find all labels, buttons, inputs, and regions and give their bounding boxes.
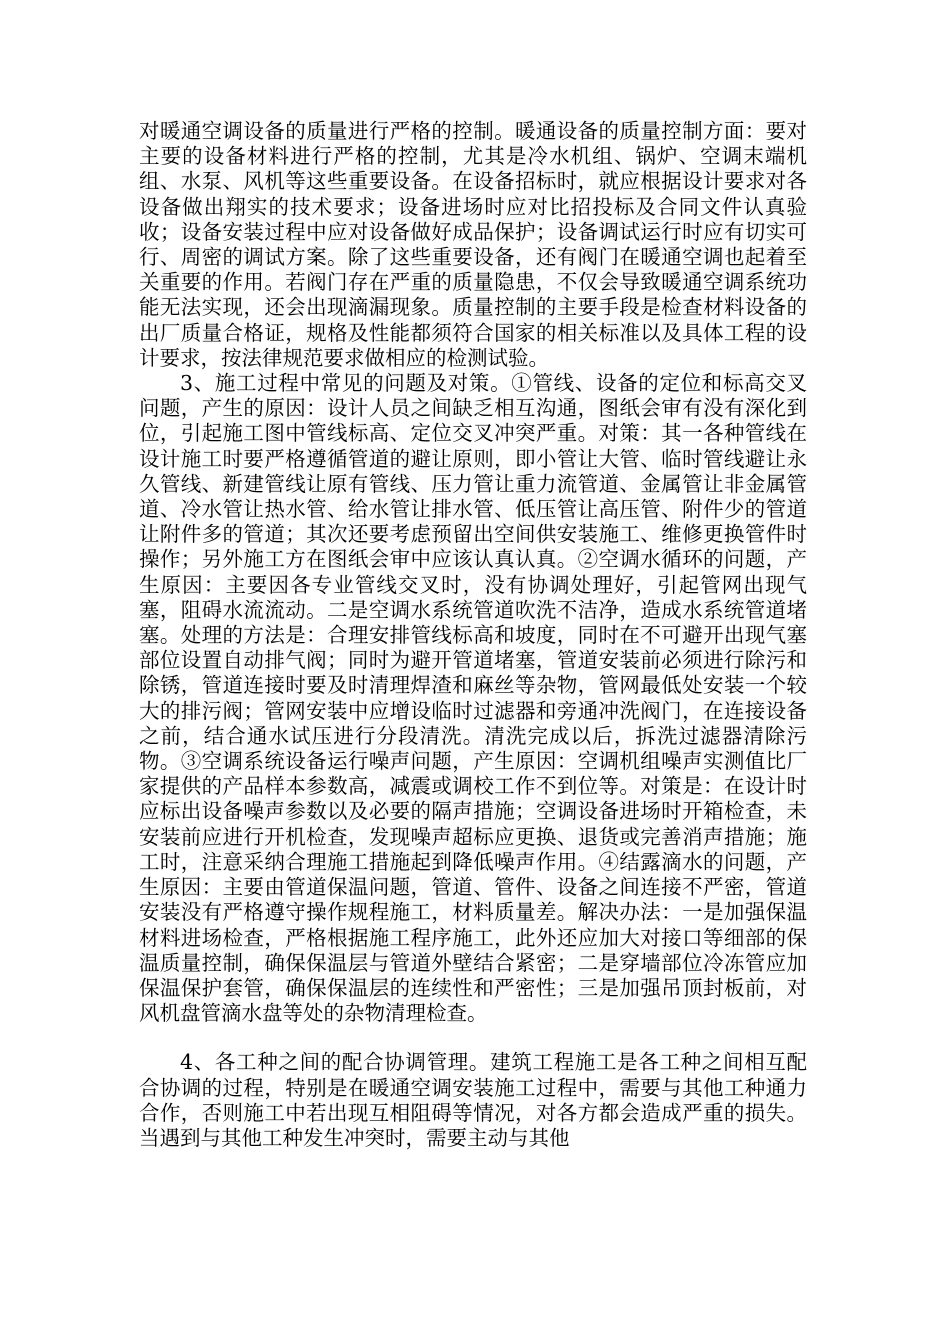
paragraph-equipment-quality: 对暖通空调设备的质量进行严格的控制。暖通设备的质量控制方面：要对主要的设备材料进行严格的控制，尤其是冷水机组、锅炉、空调末端机组、水泵、风机等这些重要设备。在设备招标时，就应根据设计要求对各设备做出翔实的技术要求；设备进场时应对比招投标及合同文件认真验收；设备安装过程中应对设备做好成品保护；设备调试运行时应有切实可行、周密的调试方案。除了这些重要设备，还有阀门在暖通空调也起着至关重要的作用。若阀门存在严重的质量隐患，不仅会导致暖通空调系统功能无法实现，还会出现滴漏现象。质量控制的主要手段是检查材料设备的出厂质量合格证，规格及性能都须符合国家的相关标准以及具体工程的设计要求，按法律规范要求做相应的检测试验。 (139, 119, 807, 370)
paragraph-construction-problems: 3、施工过程中常见的问题及对策。①管线、设备的定位和标高交叉问题，产生的原因：设计人员之间缺乏相互沟通，图纸会审有没有深化到位，引起施工图中管线标高、定位交叉冲突严重。对策：其一各种管线在设计施工时要严格遵循管道的避让原则，即小管让大管、临时管线避让永久管线、新建管线让原有管线、压力管让重力流管道、金属管让非金属管道、冷水管让热水管、给水管让排水管、低压管让高压管、附件少的管道让附件多的管道；其次还要考虑预留出空间供安装施工、维修更换管件时操作；另外施工方在图纸会审中应该认真认真。②空调水循环的问题，产生原因：主要因各专业管线交叉时，没有协调处理好，引起管网出现气塞，阻碍水流流动。二是空调水系统管道吹洗不洁净，造成水系统管道堵塞。处理的方法是：合理安排管线标高和坡度，同时在不可避开出现气塞部位设置自动排气阀；同时为避开管道堵塞，管道安装前必须进行除污和除锈，管道连接时要及时清理焊渣和麻丝等杂物，管网最低处安装一个较大的排污阀；管网安装中应增设临时过滤器和旁通冲洗阀门，在连接设备之前，结合通水试压进行分段清洗。清洗完成以后，拆洗过滤器清除污物。③空调系统设备运行噪声问题，产生原因：空调机组噪声实测值比厂家提供的产品样本参数高，减震或调校工作不到位等。对策是：在设计时应标出设备噪声参数以及必要的隔声措施；空调设备进场时开箱检查，未安装前应进行开机检查，发现噪声超标应更换、退货或完善消声措施；施工时，注意采纳合理施工措施起到降低噪声作用。④结露滴水的问题，产生原因：主要由管道保温问题，管道、管件、设备之间连接不严密，管道安装没有严格遵守操作规程施工，材料质量差。解决办法：一是加强保温材料进场检查，严格根据施工程序施工，此外还应加大对接口等细部的保温质量控制，确保保温层与管道外壁结合紧密；二是穿墙部位冷冻管应加保温保护套管，确保保温层的连续性和严密性；三是加强吊顶封板前，对风机盘管滴水盘等处的杂物清理检查。 (139, 371, 807, 1026)
document-body (139, 119, 807, 1151)
paragraph-trade-coordination: 4、各工种之间的配合协调管理。建筑工程施工是各工种之间相互配合协调的过程，特别是在暖通空调安装施工过程中，需要与其他工种通力合作，否则施工中若出现互相阻碍等情况，对各方都会造成严重的损失。当遇到与其他工种发生冲突时，需要主动与其他 (139, 1050, 807, 1150)
